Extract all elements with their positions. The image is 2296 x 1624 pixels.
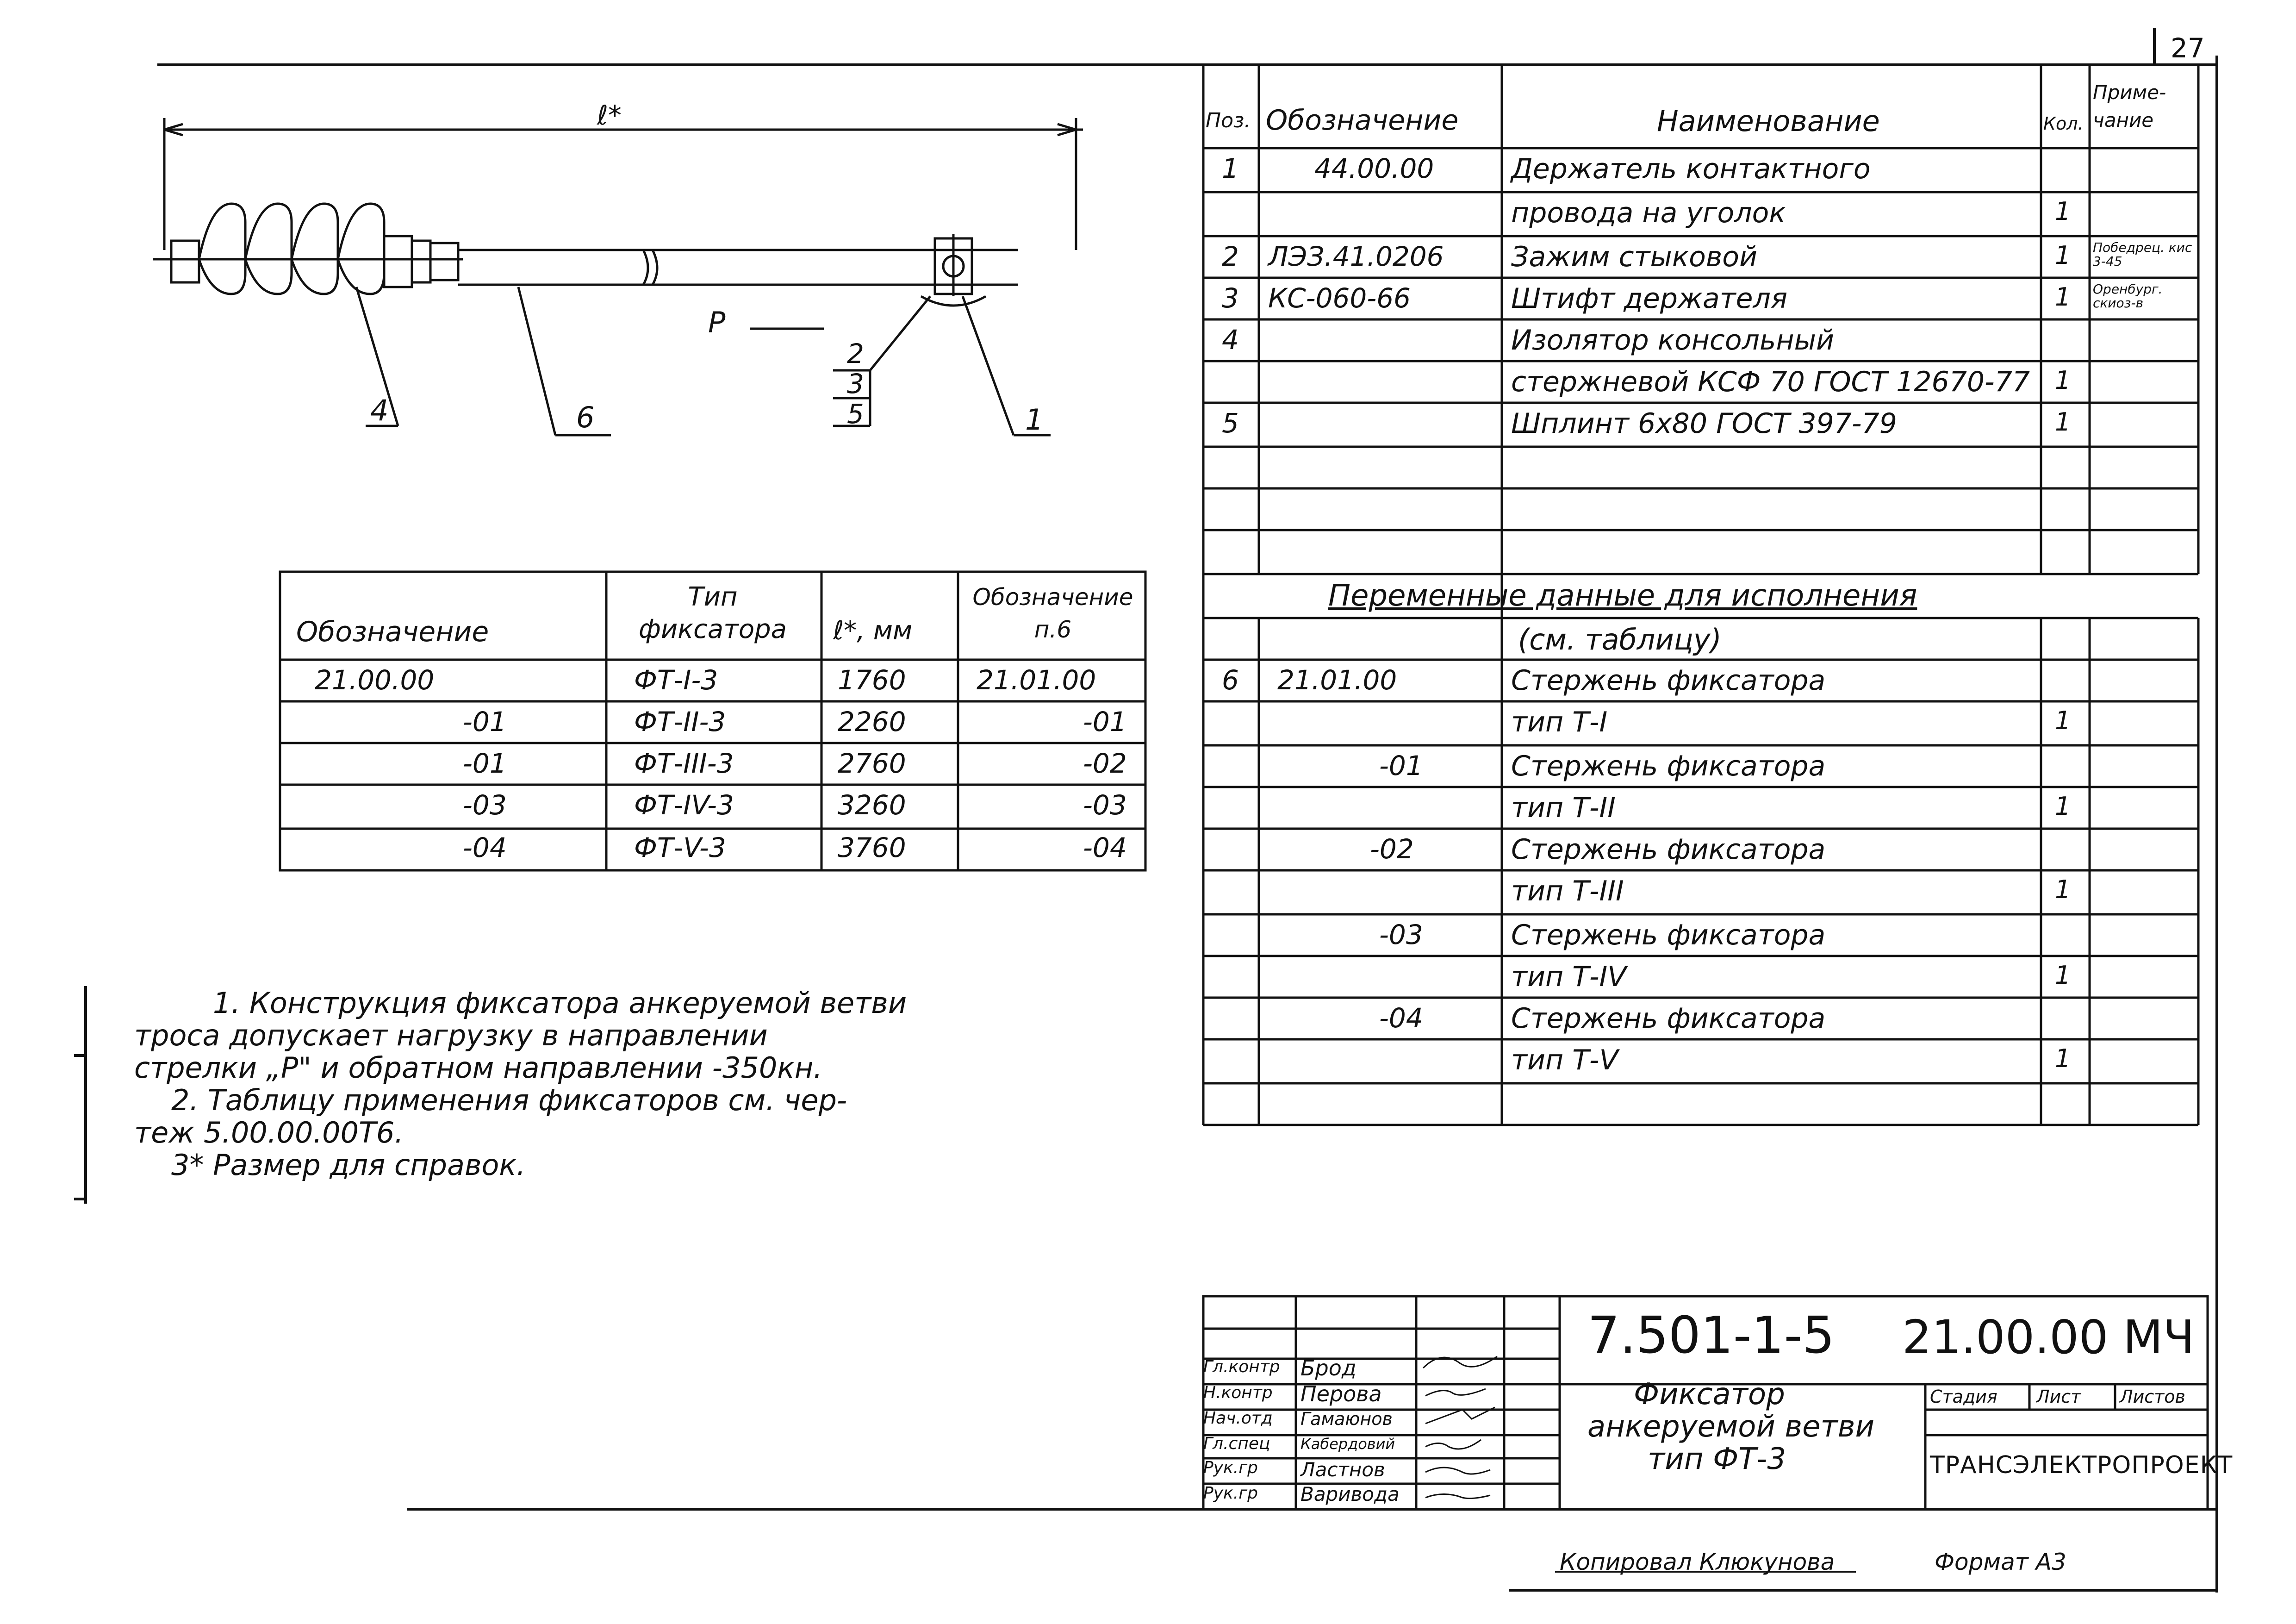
variants-cell: -02 <box>1083 748 1127 779</box>
callout-4: 4 <box>370 394 389 427</box>
title-line: анкеруемой ветви <box>1587 1410 1875 1444</box>
spec-cell: 1 <box>2055 282 2071 312</box>
callout-2: 2 <box>847 338 864 369</box>
note-line: 3* Размер для справок. <box>171 1148 526 1182</box>
variants-cell: -03 <box>1083 789 1127 821</box>
spec-cell: 1 <box>1222 153 1239 184</box>
variants-header-length: ℓ*, мм <box>833 616 913 646</box>
callout-6: 6 <box>576 400 595 434</box>
spec-cell: провода на уголок <box>1511 197 1786 229</box>
section-subtitle: (см. таблицу) <box>1518 623 1722 656</box>
role-label: Гл.спец <box>1203 1434 1270 1453</box>
spec-cell: Изолятор консольный <box>1511 324 1834 356</box>
spec-cell: 1 <box>2055 792 2071 821</box>
spec-cell: Стержень фиксатора <box>1511 919 1826 951</box>
signer-name: Гамаюнов <box>1300 1409 1393 1429</box>
spec-cell: 4 <box>1222 324 1239 356</box>
signer-name: Перова <box>1300 1381 1382 1406</box>
stage-label: Стадия <box>1930 1387 1997 1407</box>
note-line: троса допускает нагрузку в направлении <box>134 1018 768 1052</box>
variants-cell: -01 <box>463 706 507 737</box>
role-label: Рук.гр <box>1203 1458 1258 1477</box>
variants-cell: 1760 <box>838 664 906 696</box>
variants-cell: -01 <box>463 748 507 779</box>
spec-cell: Победрец. кис 3-45 <box>2093 240 2192 269</box>
document-number: 21.00.00 МЧ <box>1902 1310 2195 1364</box>
note-line: стрелки „P" и обратном направлении -350кн. <box>134 1051 823 1085</box>
section-title: Переменные данные для исполнения <box>1328 579 1917 613</box>
spec-cell: 1 <box>2055 706 2071 735</box>
spec-cell: -01 <box>1379 750 1423 781</box>
spec-cell: тип Т-ΙΙ <box>1511 792 1616 824</box>
spec-cell: тип Т-V <box>1511 1044 1618 1076</box>
organization-name: ТРАНСЭЛЕКТРОПРОЕКТ <box>1930 1451 2233 1479</box>
spec-cell: 1 <box>2055 197 2071 226</box>
variants-header-designation-p6: Обозначение п.6 <box>972 584 1133 643</box>
title-line: Фиксатор <box>1634 1377 1785 1412</box>
note-line: 2. Таблицу применения фиксаторов см. чер- <box>171 1083 847 1117</box>
spec-cell: ЛЭЗ.41.0206 <box>1268 241 1444 272</box>
signer-name: Варивода <box>1300 1483 1400 1505</box>
variants-cell: -04 <box>1083 832 1127 863</box>
signer-name: Ластнов <box>1300 1458 1385 1481</box>
sheets-label: Листов <box>2120 1387 2185 1407</box>
spec-cell: КС-060-66 <box>1268 282 1411 314</box>
drawing-code: 7.501-1-5 <box>1587 1305 1835 1365</box>
variants-cell: 2260 <box>838 706 906 737</box>
spec-cell: 3 <box>1222 282 1239 314</box>
spec-cell: 1 <box>2055 366 2071 395</box>
spec-cell: стержневой КСФ 70 ГОСТ 12670-77 <box>1511 366 2030 398</box>
callout-1: 1 <box>1025 403 1044 437</box>
copied-by: Копировал Клюкунова <box>1560 1549 1835 1575</box>
spec-cell: -03 <box>1379 919 1423 950</box>
fixator-drawing <box>153 118 1083 435</box>
force-arrow-label: P <box>708 306 726 339</box>
spec-cell: Шплинт 6х80 ГОСТ 397-79 <box>1511 407 1897 440</box>
role-label: Н.контр <box>1203 1383 1273 1402</box>
variants-cell: ФТ-Ι-3 <box>634 664 718 696</box>
spec-cell: 1 <box>2055 1044 2071 1073</box>
variants-header-type: Тип фиксатора <box>639 582 787 644</box>
variants-cell: ФТ-ΙΙΙ-3 <box>634 748 734 779</box>
sheet-label: Лист <box>2036 1387 2081 1407</box>
sheet-format: Формат А3 <box>1935 1549 2066 1575</box>
spec-cell: тип Т-ΙΙΙ <box>1511 875 1624 907</box>
spec-cell: 6 <box>1222 664 1239 696</box>
variants-cell: -03 <box>463 789 507 821</box>
spec-cell: Стержень фиксатора <box>1511 664 1826 697</box>
spec-header-designation: Обозначение <box>1266 104 1459 137</box>
note-line: 1. Конструкция фиксатора анкеруемой ветви <box>213 986 907 1020</box>
variants-cell: 3760 <box>838 832 906 863</box>
spec-cell: 1 <box>2055 961 2071 990</box>
spec-cell: Стержень фиксатора <box>1511 833 1826 866</box>
spec-cell: 1 <box>2055 407 2071 437</box>
role-label: Гл.контр <box>1203 1357 1280 1376</box>
spec-header-note: Приме-чание <box>2093 81 2166 131</box>
variants-cell: -04 <box>463 832 507 863</box>
signer-name: Брод <box>1300 1355 1356 1380</box>
spec-cell: Зажим стыковой <box>1511 241 1757 273</box>
variants-cell: ФТ-ΙΙ-3 <box>634 706 726 737</box>
callout-5: 5 <box>847 398 864 430</box>
spec-cell: тип Т-ΙV <box>1511 961 1627 993</box>
variants-cell: 21.01.00 <box>977 664 1096 696</box>
spec-cell: тип Т-Ι <box>1511 706 1608 738</box>
spec-header-name: Наименование <box>1657 104 1880 138</box>
spec-cell: 2 <box>1222 241 1239 272</box>
role-label: Нач.отд <box>1203 1409 1273 1428</box>
spec-cell: Оренбург. скиоз-в <box>2093 281 2163 311</box>
spec-cell: Стержень фиксатора <box>1511 1002 1826 1035</box>
spec-cell: 44.00.00 <box>1314 153 1434 184</box>
variants-cell: 2760 <box>838 748 906 779</box>
title-line: тип ФТ-3 <box>1648 1442 1786 1476</box>
dimension-label: ℓ* <box>597 100 622 131</box>
callout-3: 3 <box>847 368 864 400</box>
spec-cell: Держатель контактного <box>1511 153 1871 185</box>
signer-name: Кабердовий <box>1300 1435 1395 1453</box>
spec-cell: 21.01.00 <box>1277 664 1397 696</box>
spec-cell: -04 <box>1379 1002 1423 1034</box>
spec-cell: Штифт держателя <box>1511 282 1788 315</box>
spec-cell: Стержень фиксатора <box>1511 750 1826 782</box>
spec-header-qty: Кол. <box>2043 113 2084 134</box>
role-label: Рук.гр <box>1203 1484 1258 1503</box>
variants-cell: 21.00.00 <box>315 664 435 696</box>
variants-cell: ФТ-V-3 <box>634 832 726 863</box>
page-number: 27 <box>2171 32 2205 64</box>
note-line: теж 5.00.00.00Т6. <box>134 1116 404 1149</box>
spec-cell: 1 <box>2055 241 2071 270</box>
variants-header-designation: Обозначение <box>296 616 489 648</box>
variants-cell: 3260 <box>838 789 906 821</box>
spec-cell: 1 <box>2055 875 2071 904</box>
spec-cell: 5 <box>1222 407 1239 439</box>
variants-cell: -01 <box>1083 706 1127 737</box>
spec-cell: -02 <box>1370 833 1414 865</box>
spec-header-pos: Поз. <box>1206 109 1251 132</box>
variants-cell: ФТ-ΙV-3 <box>634 789 734 821</box>
